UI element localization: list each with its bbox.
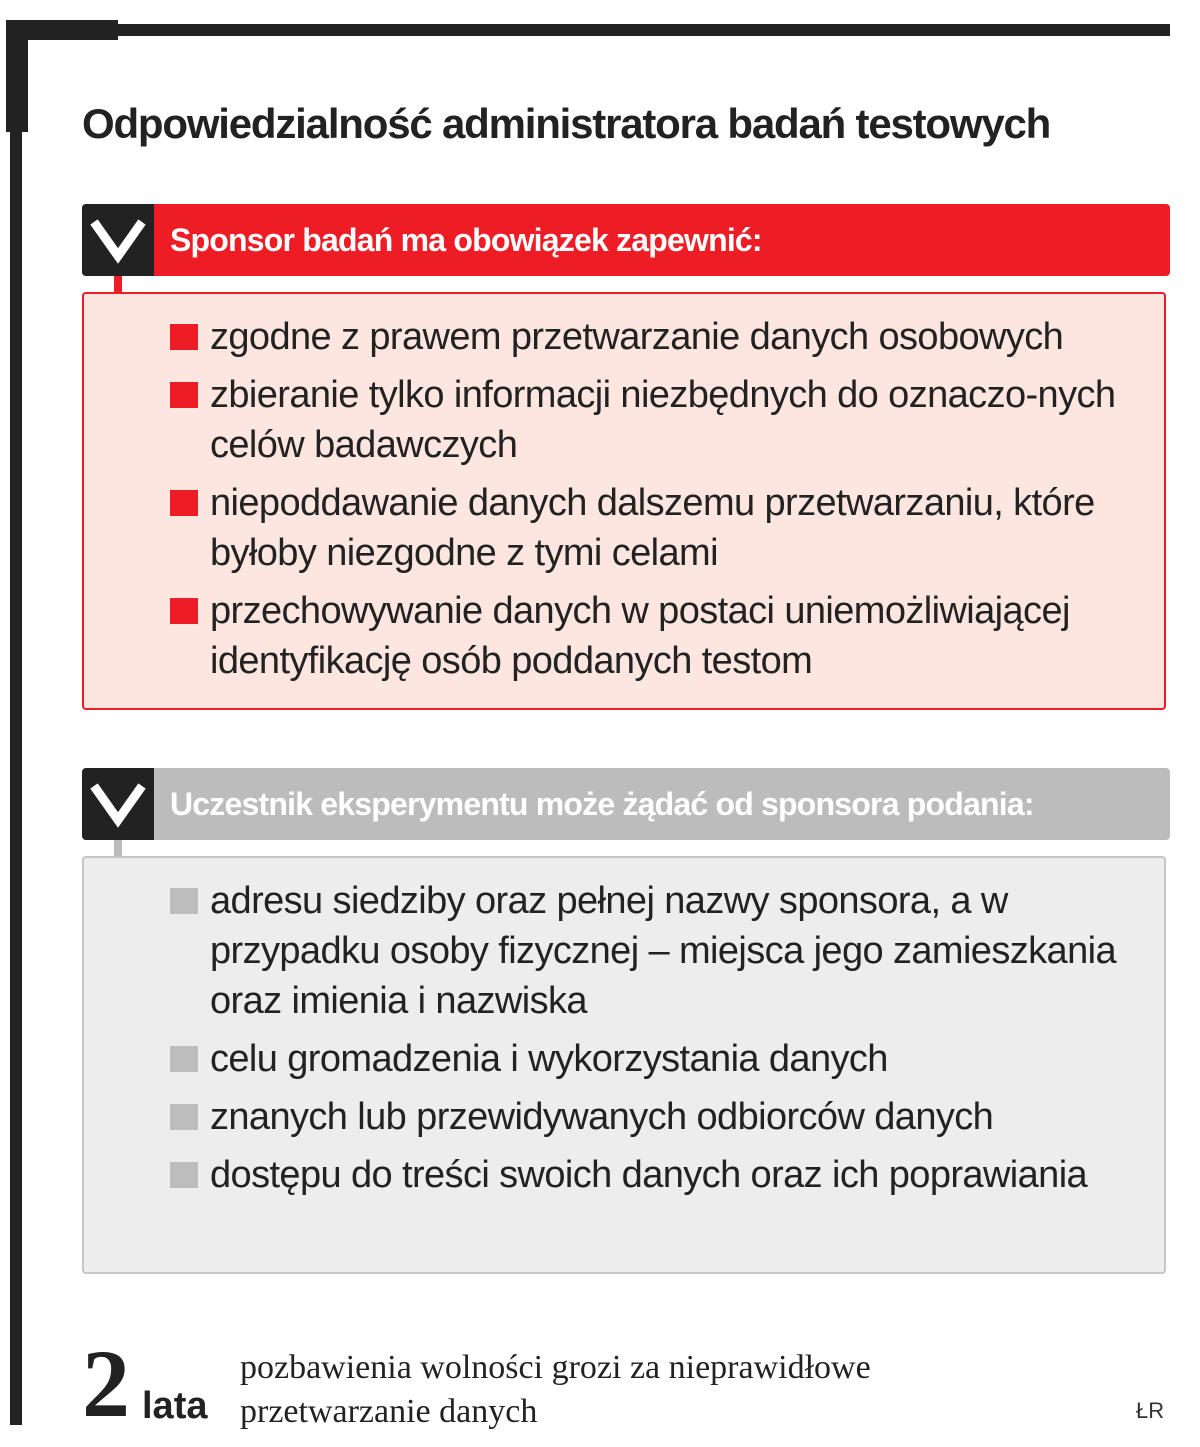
- page-title: Odpowiedzialność administratora badań testowych: [82, 100, 1051, 147]
- list-item: adresu siedziby oraz pełnej nazwy sponsora, a w przypadku osoby fizycznej – miejsca jego zamieszkania oraz imienia i nazwiska: [170, 876, 1160, 1026]
- author-credit: ŁR: [1136, 1398, 1165, 1423]
- participant-rights-list: [170, 876, 1160, 1208]
- bullet-square-icon: [170, 324, 198, 350]
- list-item: zgodne z prawem przetwarzanie danych osobowych: [170, 312, 1160, 362]
- bullet-square-icon: [170, 888, 198, 914]
- list-item: przechowywanie danych w postaci uniemożliwiającej identyfikację osób poddanych testom: [170, 586, 1160, 686]
- participant-section-header: [82, 768, 1170, 840]
- penalty-number: 2: [82, 1330, 127, 1437]
- penalty-description: pozbawienia wolności grozi za nieprawidłowe przetwarzanie danych: [240, 1349, 871, 1430]
- bullet-square-icon: [170, 598, 198, 624]
- bullet-square-icon: [170, 1046, 198, 1072]
- penalty-unit: lata: [142, 1385, 208, 1427]
- bullet-square-icon: [170, 490, 198, 516]
- bullet-square-icon: [170, 1162, 198, 1188]
- bullet-square-icon: [170, 382, 198, 408]
- list-item: niepoddawanie danych dalszemu przetwarzaniu, które byłoby niezgodne z tymi celami: [170, 478, 1160, 578]
- list-item: dostępu do treści swoich danych oraz ich poprawiania: [170, 1150, 1160, 1200]
- sponsor-chevron-box: [82, 204, 154, 276]
- chevron-down-icon: [90, 216, 146, 264]
- bullet-square-icon: [170, 1104, 198, 1130]
- sponsor-section-header: [82, 204, 1170, 276]
- frame-top-rule: [6, 24, 1170, 36]
- frame-left-rule: [10, 20, 22, 1425]
- sponsor-obligations-box: [82, 292, 1166, 710]
- chevron-down-icon: [90, 780, 146, 828]
- list-item: znanych lub przewidywanych odbiorców danych: [170, 1092, 1160, 1142]
- list-item: zbieranie tylko informacji niezbędnych do oznaczo-nych celów badawczych: [170, 370, 1160, 470]
- list-item: celu gromadzenia i wykorzystania danych: [170, 1034, 1160, 1084]
- participant-chevron-box: [82, 768, 154, 840]
- sponsor-obligations-list: [170, 312, 1160, 694]
- participant-section-title: Uczestnik eksperymentu może żądać od sponsora podania:: [170, 786, 1034, 822]
- participant-rights-box: [82, 856, 1166, 1274]
- sponsor-section-title: Sponsor badań ma obowiązek zapewnić:: [170, 222, 762, 258]
